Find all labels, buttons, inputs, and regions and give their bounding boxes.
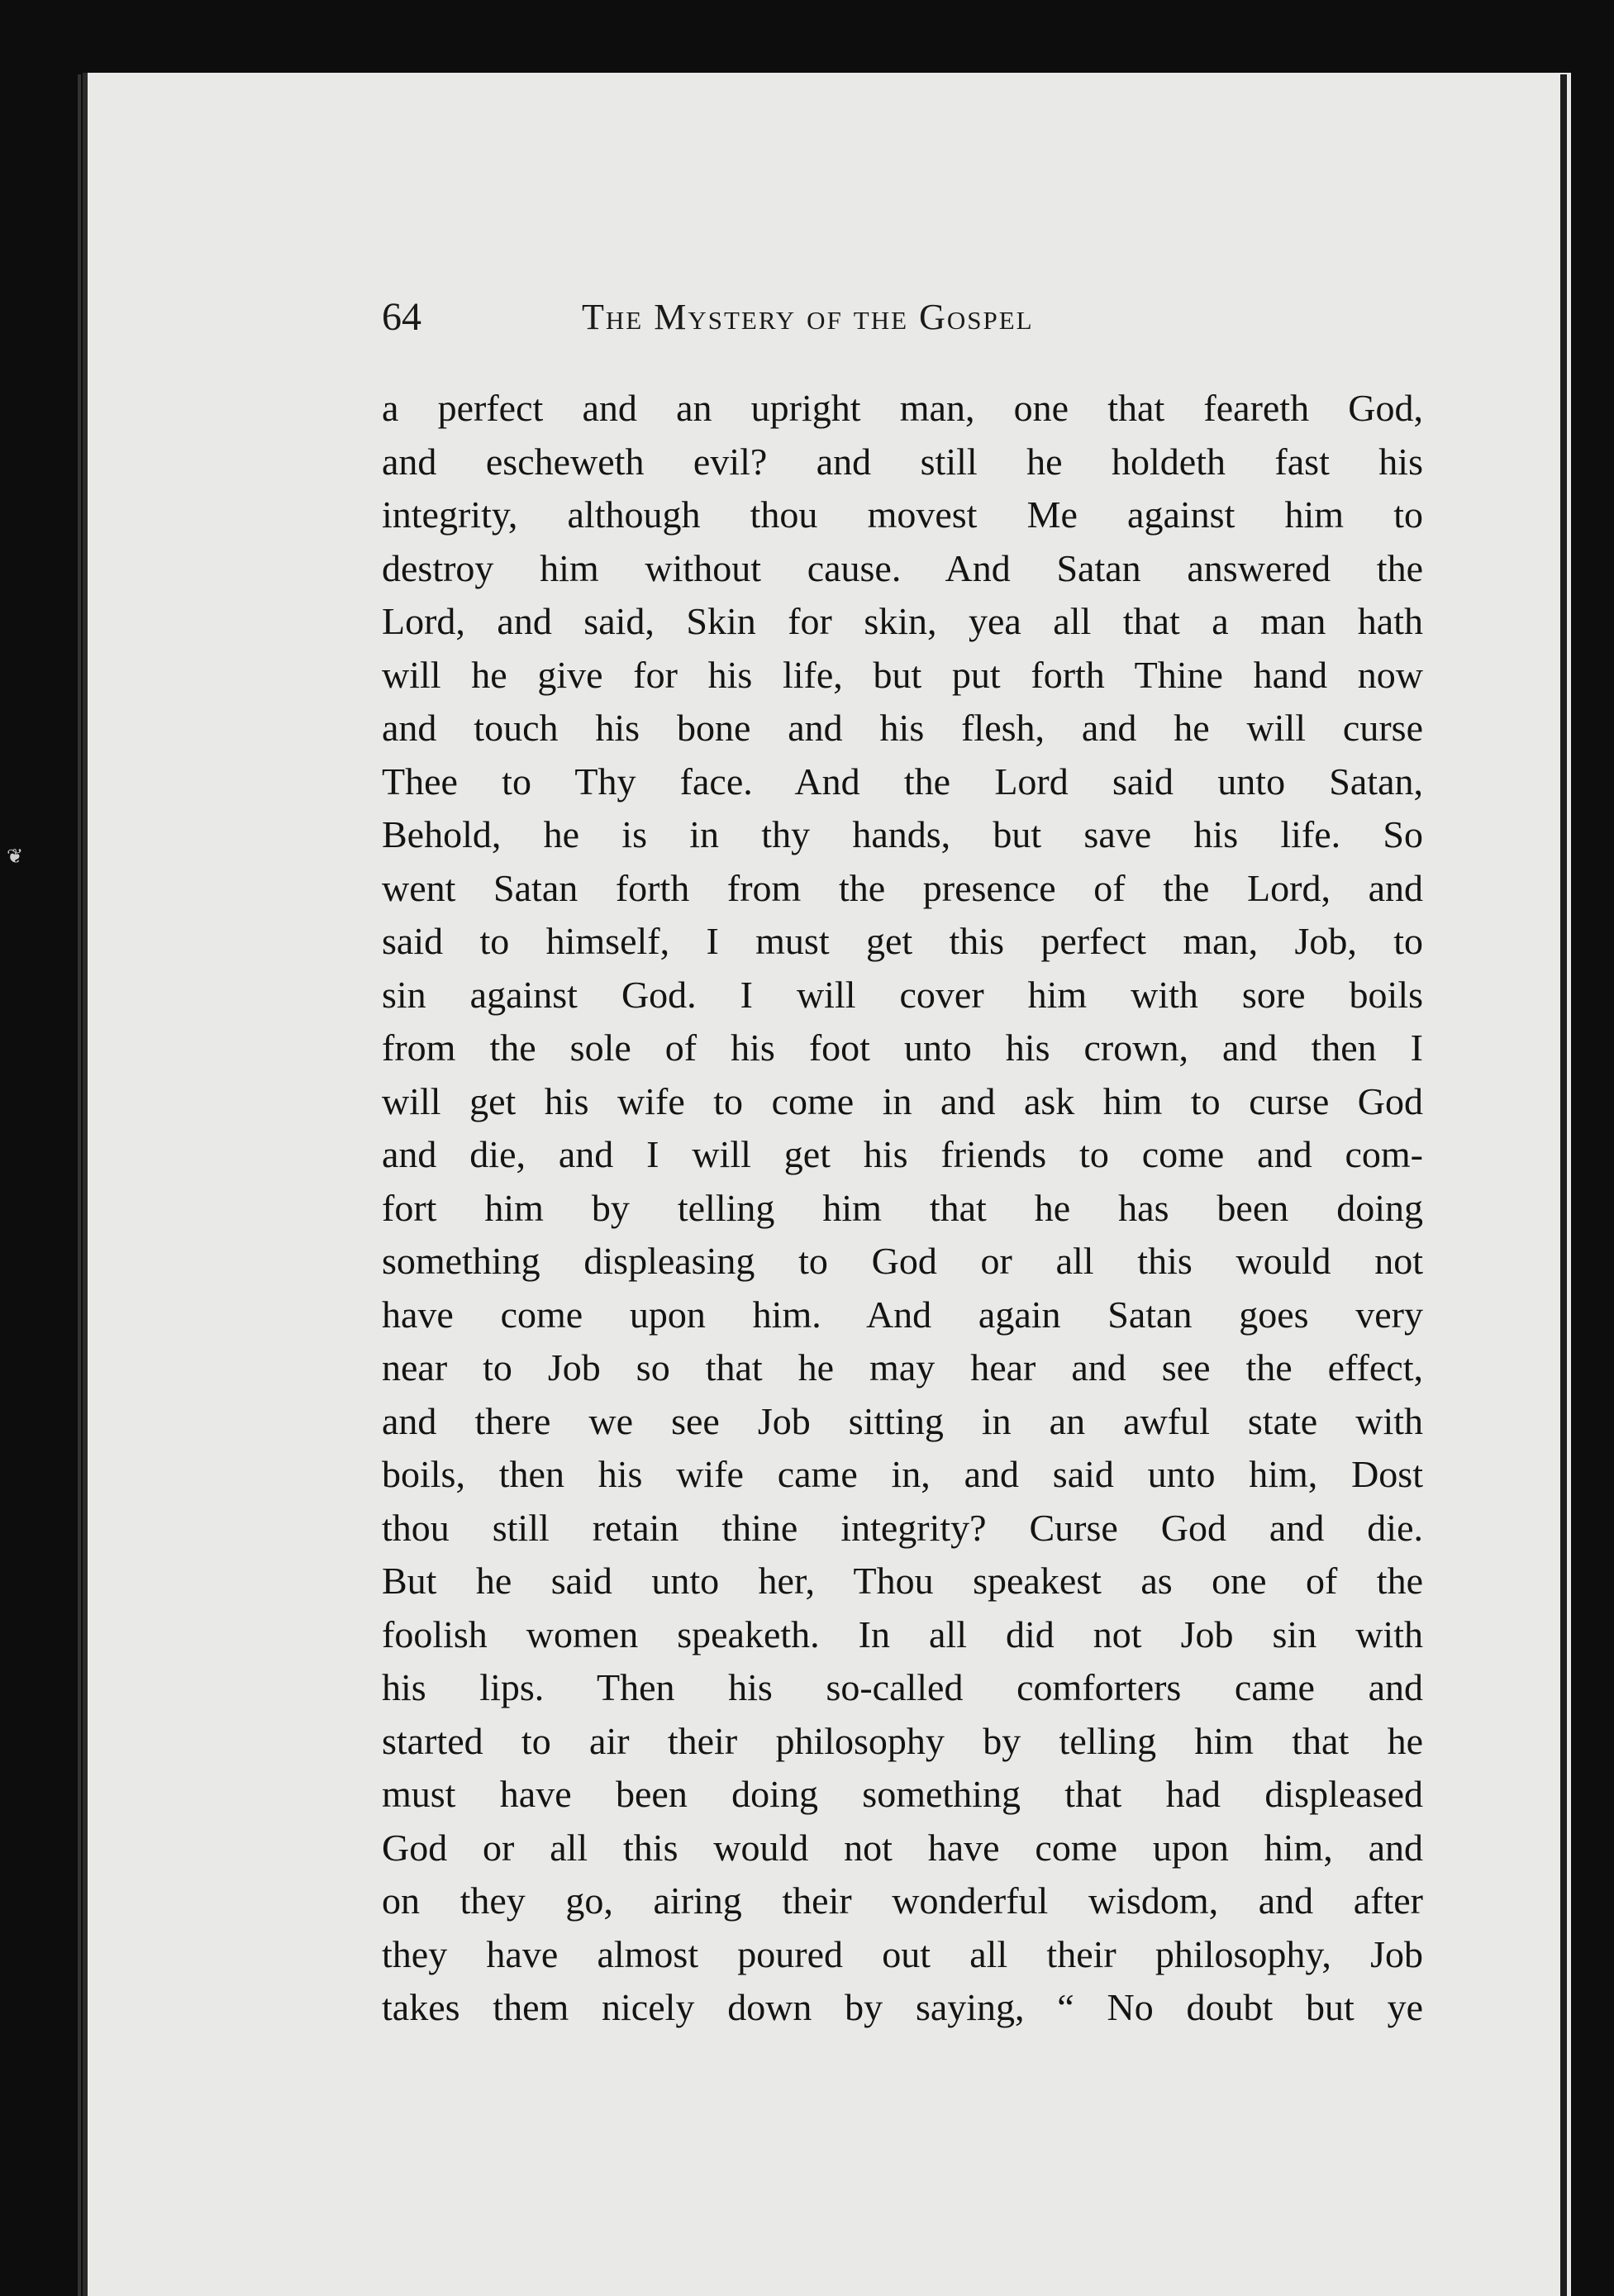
text-line: a perfect and an upright man, one that feareth God, — [382, 387, 1423, 429]
text-line: boils, then his wife came in, and said unto him, Dost — [382, 1453, 1423, 1495]
text-line: Lord, and said, Skin for skin, yea all that a man hath — [382, 600, 1423, 642]
text-line: must have been doing something that had displeased — [382, 1773, 1423, 1815]
text-line: will get his wife to come in and ask him to curse God — [382, 1079, 1423, 1122]
text-line: and touch his bone and his flesh, and he will curse — [382, 707, 1423, 749]
page-header — [382, 289, 1423, 347]
text-line: something displeasing to God or all this would not — [382, 1240, 1423, 1282]
text-line: and die, and I will get his friends to come and com- — [382, 1133, 1423, 1175]
page-left-edge — [78, 74, 81, 2296]
scan-artifact-icon: ❦ — [7, 845, 24, 868]
text-line: integrity, although thou movest Me against him to — [382, 493, 1423, 536]
text-line: fort him by telling him that he has been doing — [382, 1186, 1423, 1229]
text-line: sin against God. I will cover him with sore boils — [382, 973, 1423, 1016]
text-line: Thee to Thy face. And the Lord said unto Satan, — [382, 760, 1423, 803]
text-line: and escheweth evil? and still he holdeth fast his — [382, 440, 1423, 483]
text-line: they have almost poured out all their philosophy, Job — [382, 1932, 1423, 1975]
running-title: The Mystery of the Gospel — [582, 297, 1034, 337]
text-line: foolish women speaketh. In all did not Job sin with — [382, 1612, 1423, 1655]
text-line: near to Job so that he may hear and see the effect, — [382, 1346, 1423, 1389]
text-line: God or all this would not have come upon him, and — [382, 1826, 1423, 1869]
text-line: But he said unto her, Thou speakest as one of the — [382, 1560, 1423, 1602]
text-line: and there we see Job sitting in an awful state with — [382, 1399, 1423, 1442]
text-line: from the sole of his foot unto his crown, and then I — [382, 1027, 1423, 1069]
text-line: takes them nicely down by saying, “ No doubt but ye — [382, 1986, 1423, 2028]
text-line: started to air their philosophy by telling him that he — [382, 1719, 1423, 1762]
text-line: thou still retain thine integrity? Curse God and die. — [382, 1506, 1423, 1549]
text-line: will he give for his life, but put forth Thine hand now — [382, 653, 1423, 696]
page-right-edge — [1560, 74, 1567, 2296]
body-text — [382, 382, 1423, 2035]
text-line: went Satan forth from the presence of the Lord, and — [382, 866, 1423, 909]
text-line: Behold, he is in thy hands, but save his life. So — [382, 813, 1423, 855]
text-line: on they go, airing their wonderful wisdom, and after — [382, 1879, 1423, 1922]
text-line: have come upon him. And again Satan goes very — [382, 1293, 1423, 1336]
page-number: 64 — [382, 295, 421, 339]
text-line: destroy him without cause. And Satan answered the — [382, 546, 1423, 589]
text-line: said to himself, I must get this perfect man, Job, to — [382, 920, 1423, 962]
text-line: his lips. Then his so-called comforters came and — [382, 1666, 1423, 1708]
